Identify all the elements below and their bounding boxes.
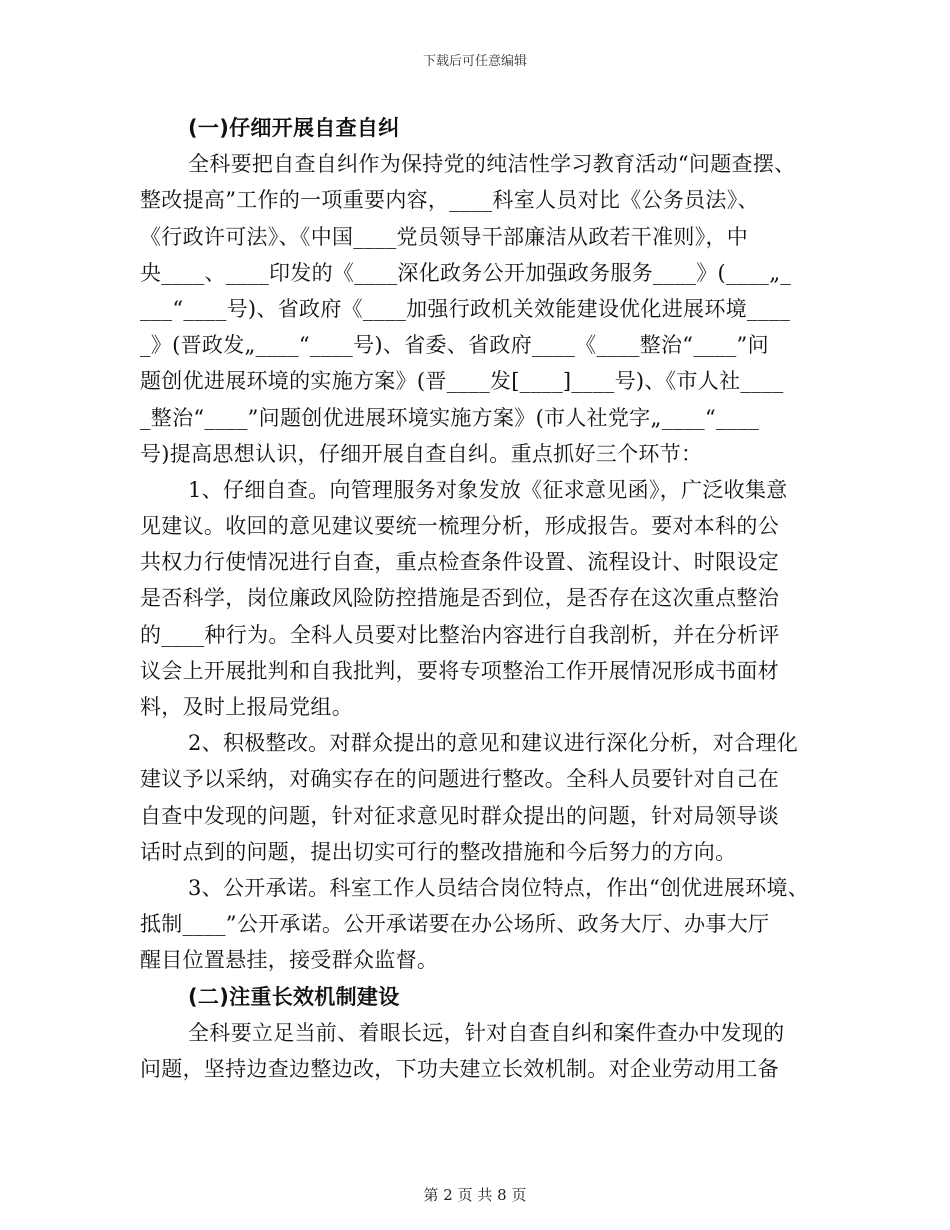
paragraph-line: 3、公开承诺。科室工作人员结合岗位特点，作出“创优进展环境、 [188,875,810,900]
paragraph-line: ___“____号)、省政府《____加强行政机关效能建设优化进展环境____ [140,296,791,321]
page-footer: 第 2 页 共 8 页 [423,1186,527,1204]
paragraph-line: 共权力行使情况进行自查，重点检查条件设置、流程设计、时限设定 [140,550,779,575]
paragraph-line: 醒目位置悬挂，接受群众监督。 [140,948,439,973]
paragraph-line: 整改提高”工作的一项重要内容，____科室人员对比《公务员法》、 [140,188,759,213]
paragraph-line: 抵制____”公开承诺。公开承诺要在办公场所、政务大厅、办事大厅 [140,912,770,937]
paragraph-line: 全科要把自查自纠作为保持党的纯洁性学习教育活动“问题查摆、 [188,152,796,177]
paragraph-line: 1、仔细自查。向管理服务对象发放《征求意见函》，广泛收集意 [188,477,788,502]
paragraph-line: 是否科学，岗位廉政风险防控措施是否到位，是否存在这次重点整治 [140,586,779,611]
paragraph-line: _》(晋政发„____“____号)、省委、省政府____《____整治“____”问 [140,333,769,358]
paragraph-line: 自查中发现的问题，针对征求意见时群众提出的问题，针对局领导谈 [140,803,779,828]
paragraph-line: 号)提高思想认识，仔细开展自查自纠。重点抓好三个环节： [140,441,703,466]
paragraph-line: 话时点到的问题，提出切实可行的整改措施和今后努力的方向。 [140,839,737,864]
paragraph-line: 《行政许可法》、《中国____党员领导干部廉洁从政若干准则》，中 [140,224,749,249]
paragraph-line: 的____种行为。全科人员要对比整治内容进行自我剖析，并在分析评 [140,622,780,647]
paragraph-line: 见建议。收回的意见建议要统一梳理分析，形成报告。要对本科的公 [140,514,779,539]
paragraph-line: 全科要立足当前、着眼长远，针对自查自纠和案件查办中发现的 [188,1020,785,1045]
paragraph-line: 央____、____印发的《____深化政务公开加强政务服务____》(____„_ [140,260,792,285]
section-heading-2: (二)注重长效机制建设 [188,984,400,1009]
document-body [140,110,820,1087]
page-header: 下载后可任意编辑 [422,54,527,69]
paragraph-line: _整治“____”问题创优进展环境实施方案》(市人社党字„____“____ [140,405,760,430]
paragraph-line: 题创优进展环境的实施方案》(晋____发[____]____号)、《市人社____ [140,369,784,394]
paragraph-line: 问题，坚持边查边整边改，下功夫建立长效机制。对企业劳动用工备 [140,1056,779,1081]
paragraph-line: 议会上开展批判和自我批判，要将专项整治工作开展情况形成书面材 [140,658,779,683]
paragraph-line: 2、积极整改。对群众提出的意见和建议进行深化分析，对合理化 [188,731,799,756]
section-heading-1: (一)仔细开展自查自纠 [188,116,400,140]
paragraph-line: 料，及时上报局党组。 [140,695,353,719]
paragraph-line: 建议予以采纳，对确实存在的问题进行整改。全科人员要针对自己在 [140,767,779,792]
